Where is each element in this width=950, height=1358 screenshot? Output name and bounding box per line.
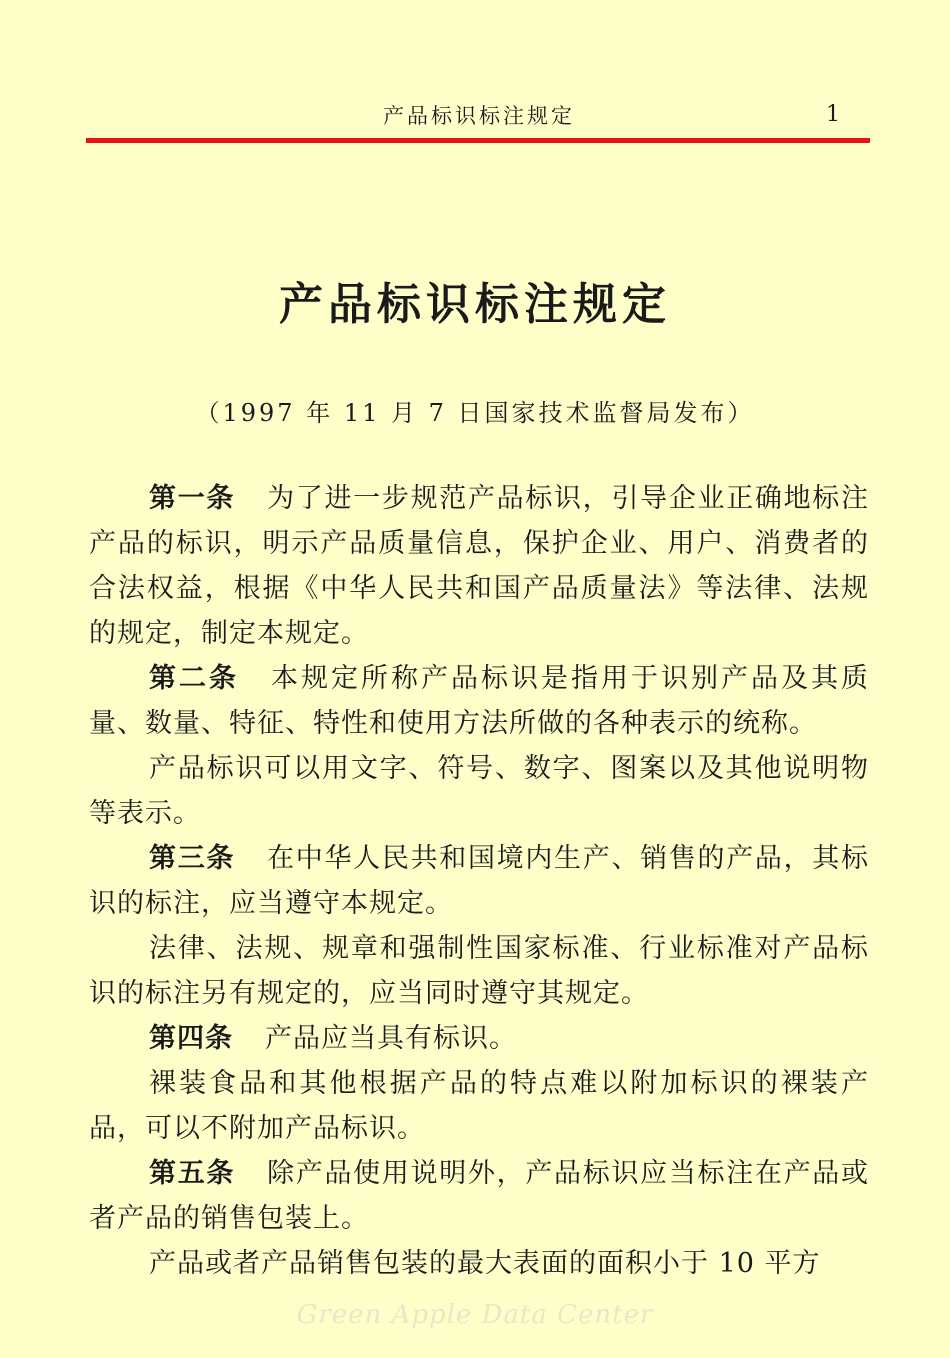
running-header-title: 产品标识标注规定 <box>383 104 575 128</box>
paragraph-article-5-sub <box>89 1241 869 1286</box>
paragraph-text: 法律、法规、规章和强制性国家标准、行业标准对产品标识的标注另有规定的，应当同时遵守其规定。 <box>89 933 869 1009</box>
document-subtitle: （1997 年 11 月 7 日国家技术监督局发布） <box>195 399 755 427</box>
article-label: 第一条 <box>149 483 236 514</box>
watermark: Green Apple Data Center <box>296 1300 654 1330</box>
header-rule <box>86 138 870 143</box>
paragraph-article-3 <box>89 836 869 926</box>
paragraph-text: 在中华人民共和国境内生产、销售的产品，其标识的标注，应当遵守本规定。 <box>89 843 870 919</box>
paragraph-text: 除产品使用说明外，产品标识应当标注在产品或者产品的销售包装上。 <box>89 1158 870 1234</box>
paragraph-article-4-sub <box>89 1061 869 1151</box>
paragraph-article-4 <box>89 1016 869 1061</box>
running-header <box>88 96 870 130</box>
paragraph-text: 产品标识可以用文字、符号、数字、图案以及其他说明物等表示。 <box>89 753 869 829</box>
paragraph-article-5 <box>89 1151 869 1241</box>
paragraph-text: 本规定所称产品标识是指用于识别产品及其质量、数量、特征、特性和使用方法所做的各种表示的统称。 <box>89 663 869 739</box>
document-body <box>89 476 869 1286</box>
article-label: 第三条 <box>149 843 236 874</box>
article-label: 第四条 <box>149 1023 233 1054</box>
article-label: 第二条 <box>149 663 239 694</box>
paragraph-text: 产品应当具有标识。 <box>265 1023 517 1054</box>
paragraph-text: 产品或者产品销售包装的最大表面的面积小于 10 平方 <box>149 1248 821 1279</box>
paragraph-article-2-sub <box>89 746 869 836</box>
page-number: 1 <box>826 102 840 127</box>
document-title: 产品标识标注规定 <box>279 279 671 330</box>
paragraph-article-1 <box>89 476 869 656</box>
article-label: 第五条 <box>149 1158 236 1189</box>
paragraph-article-2 <box>89 656 869 746</box>
paragraph-text: 为了进一步规范产品标识，引导企业正确地标注产品的标识，明示产品质量信息，保护企业、用户、消费者的合法权益，根据《中华人民共和国产品质量法》等法律、法规的规定，制定本规定。 <box>89 483 870 649</box>
paragraph-article-3-sub <box>89 926 869 1016</box>
paragraph-text: 裸装食品和其他根据产品的特点难以附加标识的裸装产品，可以不附加产品标识。 <box>89 1068 869 1144</box>
